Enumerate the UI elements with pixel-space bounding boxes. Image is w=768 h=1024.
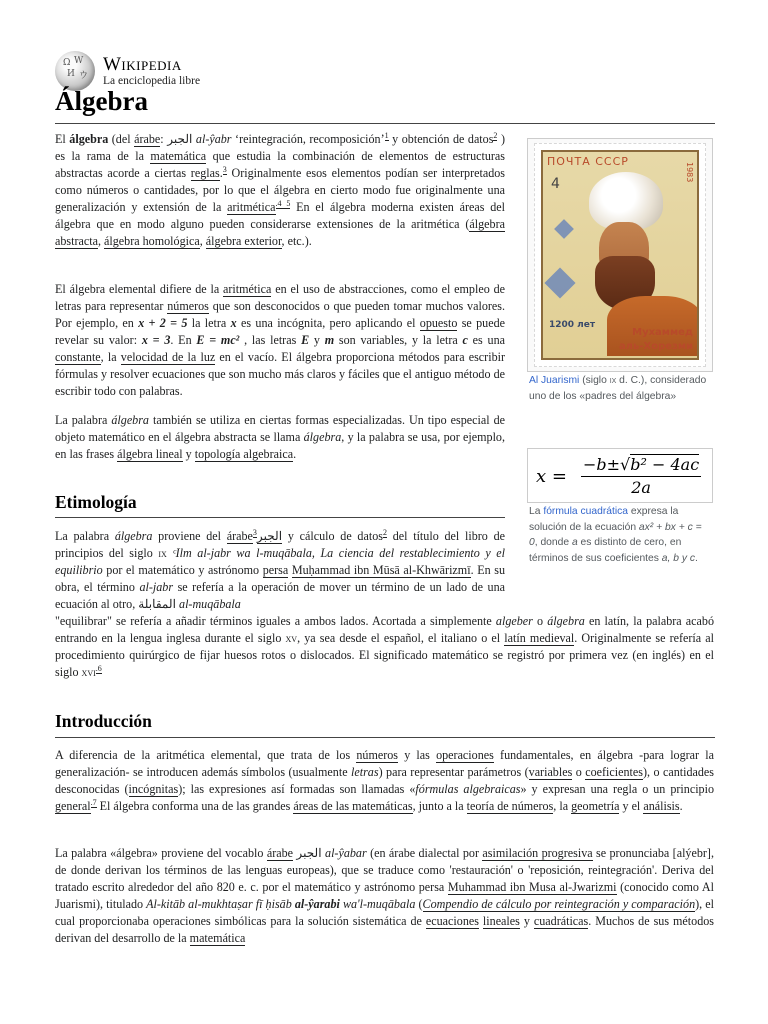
link-matematica-2[interactable]: matemática xyxy=(189,931,246,945)
link-velocidad-luz[interactable]: velocidad de la luz xyxy=(120,350,216,364)
section-divider xyxy=(55,737,715,738)
link-arabe[interactable]: árabe xyxy=(134,132,161,146)
link-algebra-homologica[interactable]: álgebra homológica xyxy=(104,234,200,248)
ref-2[interactable]: 2 xyxy=(493,130,498,140)
ref-4-5[interactable]: .4 5 xyxy=(275,198,291,208)
link-ecuaciones[interactable]: ecuaciones xyxy=(425,914,479,928)
stamp-anniversary: 1200 лет xyxy=(549,320,596,330)
link-incognitas[interactable]: incógnitas xyxy=(128,782,179,796)
puzzle-globe-icon: Ω W И ウ xyxy=(55,51,95,91)
link-asimilacion-progresiva[interactable]: asimilación progresiva xyxy=(482,846,593,860)
stamp-image[interactable] xyxy=(534,143,706,367)
link-aritmetica-2[interactable]: aritmética xyxy=(223,282,272,296)
stamp-name-1: Мухаммед xyxy=(632,327,693,338)
link-opuesto[interactable]: opuesto xyxy=(419,316,458,330)
ref-6[interactable]: .6 xyxy=(95,663,102,673)
heading-etimologia: Etimología xyxy=(55,492,137,512)
wordmark: Wikipedia xyxy=(103,53,182,75)
link-coeficientes[interactable]: coeficientes xyxy=(585,765,643,779)
stamp-year: 1983 xyxy=(685,162,694,183)
figure-stamp-caption: Al Juarismi (siglo ix d. C.), considerado uno de los «padres del álgebra» xyxy=(529,375,707,402)
intro-paragraph-3: La palabra álgebra también se utiliza en ciertas formas especializadas. Un tipo especial de objeto matemático en el álgebra abstracta se llama álgebra, y la palabra se usa, por ejemplo, en las frases álgebra lineal y topología algebraica. xyxy=(55,413,505,461)
link-teoria-numeros[interactable]: teoría de números xyxy=(466,799,554,813)
link-aritmetica[interactable]: aritmética xyxy=(227,200,276,214)
stamp-name-2: аль-Хорезми xyxy=(618,341,693,352)
tagline: La enciclopedia libre xyxy=(103,74,201,87)
stamp-header: ПОЧТА СССР xyxy=(547,155,629,168)
figure-formula-caption: La fórmula cuadrática expresa la solución de la ecuación ax² + bx + c = 0, donde a es distinto de cero, en términos de sus coeficientes a, b y c. xyxy=(529,506,702,564)
page-title: Álgebra xyxy=(55,86,148,116)
link-compendio[interactable]: Compendio de cálculo por reintegración y comparación xyxy=(422,897,696,911)
etimologia-paragraph: La palabra álgebra proviene del árabeالجبر$^3$ y cálculo de datos$^2$ del título del libro de principios del siglo ix ᶜIlm al-jabr wa l-muqābala, La ciencia del restablecimiento y el equilibrio por el matemático y astrónomo persa Muḥammad ibn Mūsā al-Khwārizmī. En su obra, el término al-jabr se refería a la operación de mover un término de un lado de una ecuación al otro, المقابلة al-muqābala xyxy=(55,527,506,611)
ref-3b[interactable]: 3 xyxy=(252,527,257,537)
title-divider xyxy=(55,123,715,124)
link-al-khwarizmi[interactable]: Muḥammad ibn Mūsā al-Khwārizmī xyxy=(291,563,471,577)
link-arabe-2[interactable]: árabeالجبر xyxy=(226,529,283,543)
heading-introduccion: Introducción xyxy=(55,711,152,731)
ref-2b[interactable]: 2 xyxy=(382,527,387,537)
link-geometria[interactable]: geometría xyxy=(571,799,620,813)
link-general[interactable]: general xyxy=(55,799,91,813)
link-algebra-abstracta[interactable]: álgebra abstracta xyxy=(55,217,505,248)
link-cuadraticas[interactable]: cuadráticas xyxy=(533,914,589,928)
link-reglas[interactable]: reglas xyxy=(190,166,220,180)
ref-1[interactable]: 1 xyxy=(384,130,389,140)
etimologia-paragraph-cont: "equilibrar" se refería a añadir términos iguales a ambos lados. Acortada a simplemente algeber o álgebra en latín, la palabra acabó entrando en la lengua inglesa durante el siglo xv, ya sea desde el español, el italiano o el latín medieval. Originalmente se refería al procedimiento quirúrgico de fijar huesos rotos o dislocados. El significado matemático se registró por primera vez (en inglés) en el siglo xvi$^{.6}$ xyxy=(55,614,715,679)
link-areas-matematicas[interactable]: áreas de las matemáticas xyxy=(293,799,413,813)
link-analisis[interactable]: análisis xyxy=(643,799,680,813)
stamp-value: 4 xyxy=(551,176,560,192)
link-variables[interactable]: variables xyxy=(528,765,573,779)
link-formula-cuadratica[interactable]: fórmula cuadrática xyxy=(543,506,629,517)
ref-3[interactable]: 3 xyxy=(222,164,227,174)
link-matematica[interactable]: matemática xyxy=(150,149,207,163)
wikipedia-logo[interactable] xyxy=(55,52,200,90)
ornament-icon xyxy=(554,219,574,239)
link-numeros[interactable]: números xyxy=(167,299,209,313)
quadratic-formula: x = $\frac{\text{−b±√b² − 4ac}}{2a}$ xyxy=(536,455,700,497)
link-arabe-3[interactable]: árabe xyxy=(266,846,294,860)
figure-stamp xyxy=(527,138,713,372)
intro-paragraph-1: El álgebra (del árabe: الجبر al-ŷabr ‘reintegración, recomposición’$^1$ y obtención de datos$^2$ ) es la rama de la matemática que estudia la combinación de elementos de estructuras abstractas acorde a ciertas reglas.$^3$ Originalmente esos elementos podían ser interpretados como números o cantidades, por lo que el álgebra en cierto modo fue originalmente una generalización y extensión de la aritmética$^{.4 5}$ En el álgebra moderna existen áreas del álgebra que en modo alguno pueden considerarse extensiones de la aritmética (álgebra abstracta, álgebra homológica, álgebra exterior, etc.). xyxy=(55,130,506,248)
ref-7[interactable]: .7 xyxy=(90,797,97,807)
ornament-icon xyxy=(544,267,575,298)
link-latin-medieval[interactable]: latín medieval xyxy=(504,631,575,645)
link-lineales[interactable]: lineales xyxy=(482,914,520,928)
link-persa[interactable]: persa xyxy=(262,563,289,577)
introduccion-paragraph-1: A diferencia de la aritmética elemental, que trata de los números y las operaciones fundamentales, en álgebra -para lograr la generalización- se introducen además símbolos (usualmente letras) para representar parámetros (variables o coeficientes), o cantidades desconocidas (incógnitas); las expresiones así formadas son llamadas «fórmulas algebraicas» y expresan una regla o un principio general$^{.7}$ El álgebra conforma una de las grandes áreas de las matemáticas, junto a la teoría de números, la geometría y el análisis. xyxy=(55,748,715,813)
link-numeros-2[interactable]: números xyxy=(356,748,398,762)
link-topologia-algebraica[interactable]: topología algebraica xyxy=(194,447,294,461)
link-algebra-lineal[interactable]: álgebra lineal xyxy=(117,447,183,461)
section-divider xyxy=(55,517,505,518)
link-operaciones[interactable]: operaciones xyxy=(436,748,494,762)
link-constante[interactable]: constante xyxy=(55,350,101,364)
figure-formula xyxy=(527,448,713,503)
link-algebra-exterior[interactable]: álgebra exterior xyxy=(205,234,282,248)
link-al-juarismi[interactable]: Al Juarismi xyxy=(529,375,580,386)
intro-paragraph-2: El álgebra elemental difiere de la aritmética en el uso de abstracciones, como el empleo de letras para representar números que son desconocidos o que pueden tomar muchos valores. Por ejemplo, en x + 2 = 5 la letra x es una incógnita, pero aplicando el opuesto se puede revelar su valor: x = 3. En E = mc² , las letras E y m son variables, y la letra c es una constante, la velocidad de la luz en el vacío. El álgebra proporciona métodos para escribir fórmulas y resolver ecuaciones que son mucho más claros y fáciles que el antiguo método de escribir todo con palabras. xyxy=(55,282,506,398)
link-muhammad-al-jwarizmi[interactable]: Muhammad ibn Musa al-Jwarizmi xyxy=(447,880,617,894)
introduccion-paragraph-2: La palabra «álgebra» proviene del vocablo árabe الجبر al-ŷabar (en árabe dialectal por asimilación progresiva se pronunciaba [alýebr], de donde derivan los términos de las lenguas europeas), que se traduce como 'restauración' o 'reposición, reintegración'. Deriva del tratado escrito alrededor del año 820 e. c. por el matemático y astrónomo persa Muhammad ibn Musa al-Jwarizmi (conocido como Al Juarismi), titulado Al-kitāb al-mukhtaṣar fī ḥisāb al-ŷarabi wa'l-muqābala (Compendio de cálculo por reintegración y comparación), el cual proporcionaba operaciones simbólicas para la solución sistemática de ecuaciones lineales y cuadráticas. Muchos de sus métodos derivan del desarrollo de la matemática xyxy=(55,846,714,945)
